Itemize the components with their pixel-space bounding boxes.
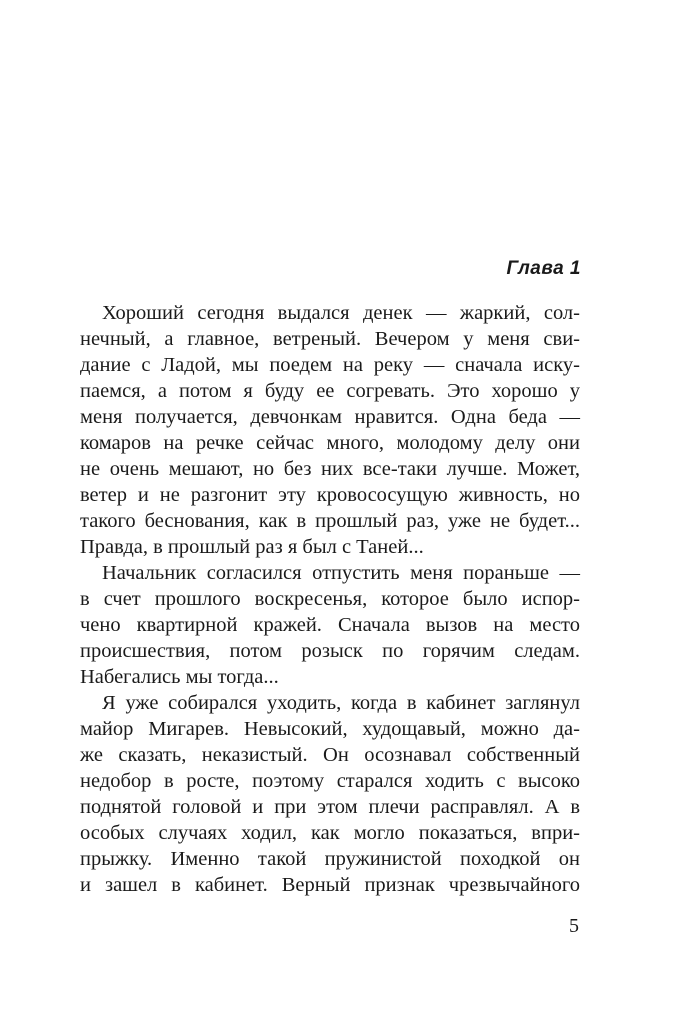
text-line: происшествия, потом розыск по горячим следам.: [80, 640, 580, 662]
text-line: Набегались мы тогда...: [80, 666, 279, 688]
text-line: чено квартирной кражей. Сначала вызов на место: [80, 614, 580, 636]
text-line: нечный, а главное, ветреный. Вечером у меня сви-: [80, 328, 580, 350]
text-line: Правда, в прошлый раз я был с Таней...: [80, 536, 424, 558]
text-line: майор Мигарев. Невысокий, худощавый, можно да-: [80, 718, 580, 740]
text-line: в счет прошлого воскресенья, которое было испор-: [80, 588, 580, 610]
text-line: не очень мешают, но без них все-таки лучше. Может,: [80, 458, 580, 480]
body-text: [80, 300, 580, 898]
text-line: недобор в росте, поэтому старался ходить с высоко: [80, 770, 580, 792]
text-line: и зашел в кабинет. Верный признак чрезвычайного: [80, 874, 580, 896]
text-line: дание с Ладой, мы поедем на реку — сначала иску-: [80, 354, 580, 376]
text-line: такого беснования, как в прошлый раз, уже не будет...: [80, 510, 580, 532]
text-line: ветер и не разгонит эту кровососущую живность, но: [80, 484, 580, 506]
text-line: особых случаях ходил, как могло показаться, впри-: [80, 822, 580, 844]
chapter-title: Глава 1: [506, 258, 581, 279]
text-line: меня получается, девчонкам нравится. Одна беда —: [80, 406, 580, 428]
text-line: комаров на речке сейчас много, молодому делу они: [80, 432, 580, 454]
text-line: паемся, а потом я буду ее согревать. Это хорошо у: [80, 380, 580, 402]
text-line: же сказать, неказистый. Он осознавал собственный: [80, 744, 580, 766]
text-line: Я уже собирался уходить, когда в кабинет заглянул: [102, 692, 580, 714]
text-line: поднятой головой и при этом плечи расправлял. А в: [80, 796, 580, 818]
page-number: 5: [569, 915, 579, 937]
text-line: Хороший сегодня выдался денек — жаркий, сол-: [102, 302, 580, 324]
text-line: прыжку. Именно такой пружинистой походкой он: [80, 848, 580, 870]
text-line: Начальник согласился отпустить меня пораньше —: [102, 562, 580, 584]
